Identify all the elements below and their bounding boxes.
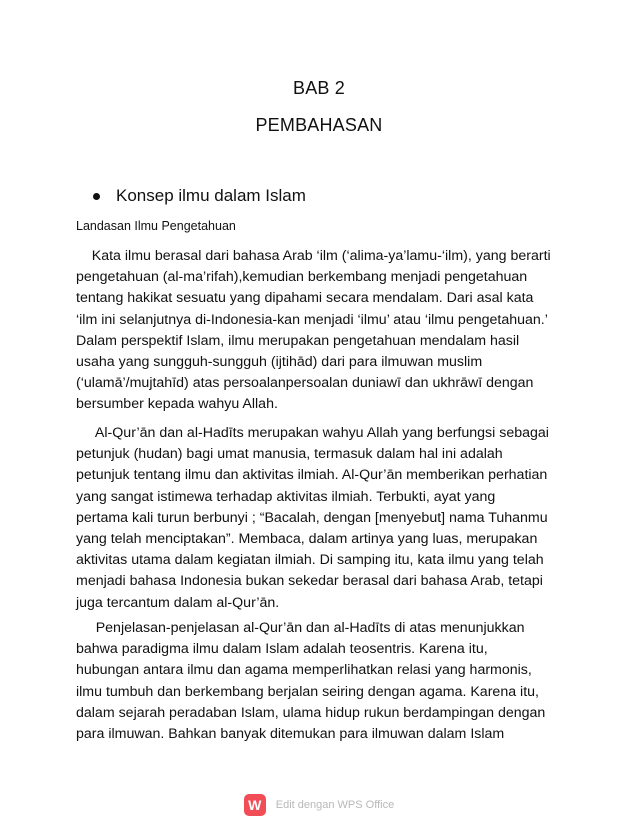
text-line: hubungan antara ilmu dan agama memperlihatkan relasi yang harmonis,	[76, 662, 532, 679]
paragraph-3	[76, 618, 566, 745]
chapter-heading: BAB 2	[292, 78, 346, 98]
text-line: para ilmuwan. Bahkan banyak ditemukan para ilmuwan dalam Islam	[76, 726, 505, 743]
text-line: juga tercantum dalam al-Qur’ān.	[76, 594, 280, 611]
text-line: pertama kali turun berbunyi ; “Bacalah, dengan [menyebut] nama Tuhanmu	[76, 509, 548, 526]
text-line: Dalam perspektif Islam, ilmu merupakan pengetahuan mendalam hasil	[76, 332, 520, 349]
bullet-icon	[93, 193, 100, 200]
page-title: PEMBAHASAN	[255, 115, 383, 135]
bullet-item	[93, 186, 306, 206]
text-line: tentang hakikat sesuatu yang dipahami secara mendalam. Dari asal kata	[76, 290, 534, 307]
text-line: Kata ilmu berasal dari bahasa Arab ‘ilm (‘alima-ya’lamu-‘ilm), yang berarti	[76, 248, 551, 264]
text-line: usaha yang sungguh-sungguh (ijtihād) dari para ilmuwan muslim	[76, 354, 483, 371]
text-line: pengetahuan (al-ma’rifah),kemudian berkembang menjadi pengetahuan	[76, 269, 528, 286]
text-line: ‘ilm ini selanjutnya di-Indonesia-kan menjadi ‘ilmu’ atau ‘ilmu pengetahuan.’	[76, 311, 548, 328]
text-line: yang telah menciptakan”. Membaca, dalam artinya yang luas, merupakan	[76, 531, 538, 548]
text-line: bahwa paradigma ilmu dalam Islam adalah teosentris. Karena itu,	[76, 641, 488, 658]
wps-edit-label: Edit dengan WPS Office	[275, 799, 395, 811]
wps-logo-icon: W	[244, 794, 266, 816]
text-line: bersumber kepada wahyu Allah.	[76, 396, 278, 413]
text-line: yang sangat istimewa terhadap aktivitas ilmiah. Terbukti, ayat yang	[76, 488, 496, 505]
text-line: menjadi bahasa Indonesia bukan sekedar berasal dari bahasa Arab, tetapi	[76, 573, 543, 590]
text-line: petunjuk (hudan) bagi umat manusia, termasuk dalam hal ini adalah	[76, 446, 503, 463]
text-line: (‘ulamā’/mujtahīd) atas persoalanpersoalan duniawī dan ukhrāwī dengan	[76, 375, 534, 392]
paragraph-1	[76, 246, 566, 416]
text-line: Al-Qur’ān dan al-Hadīts merupakan wahyu Allah yang berfungsi sebagai	[76, 425, 549, 441]
text-line: ilmu tumbuh dan berkembang berjalan seiring dengan agama. Karena itu,	[76, 683, 539, 700]
bullet-heading: Konsep ilmu dalam Islam	[116, 186, 306, 205]
text-line: aktivitas utama dalam kegiatan ilmiah. Di samping itu, kata ilmu yang telah	[76, 552, 544, 569]
wps-edit-link[interactable]	[0, 794, 638, 816]
text-line: petunjuk tentang ilmu dan aktivitas ilmiah. Al-Qur’ān memberikan perhatian	[76, 467, 548, 484]
text-line: dalam sejarah peradaban Islam, ulama hidup rukun berdampingan dengan	[76, 704, 546, 721]
text-line: Penjelasan-penjelasan al-Qur’ān dan al-Hadīts di atas menunjukkan	[76, 620, 525, 636]
subheading: Landasan Ilmu Pengetahuan	[76, 219, 236, 233]
paragraph-2	[76, 423, 566, 614]
